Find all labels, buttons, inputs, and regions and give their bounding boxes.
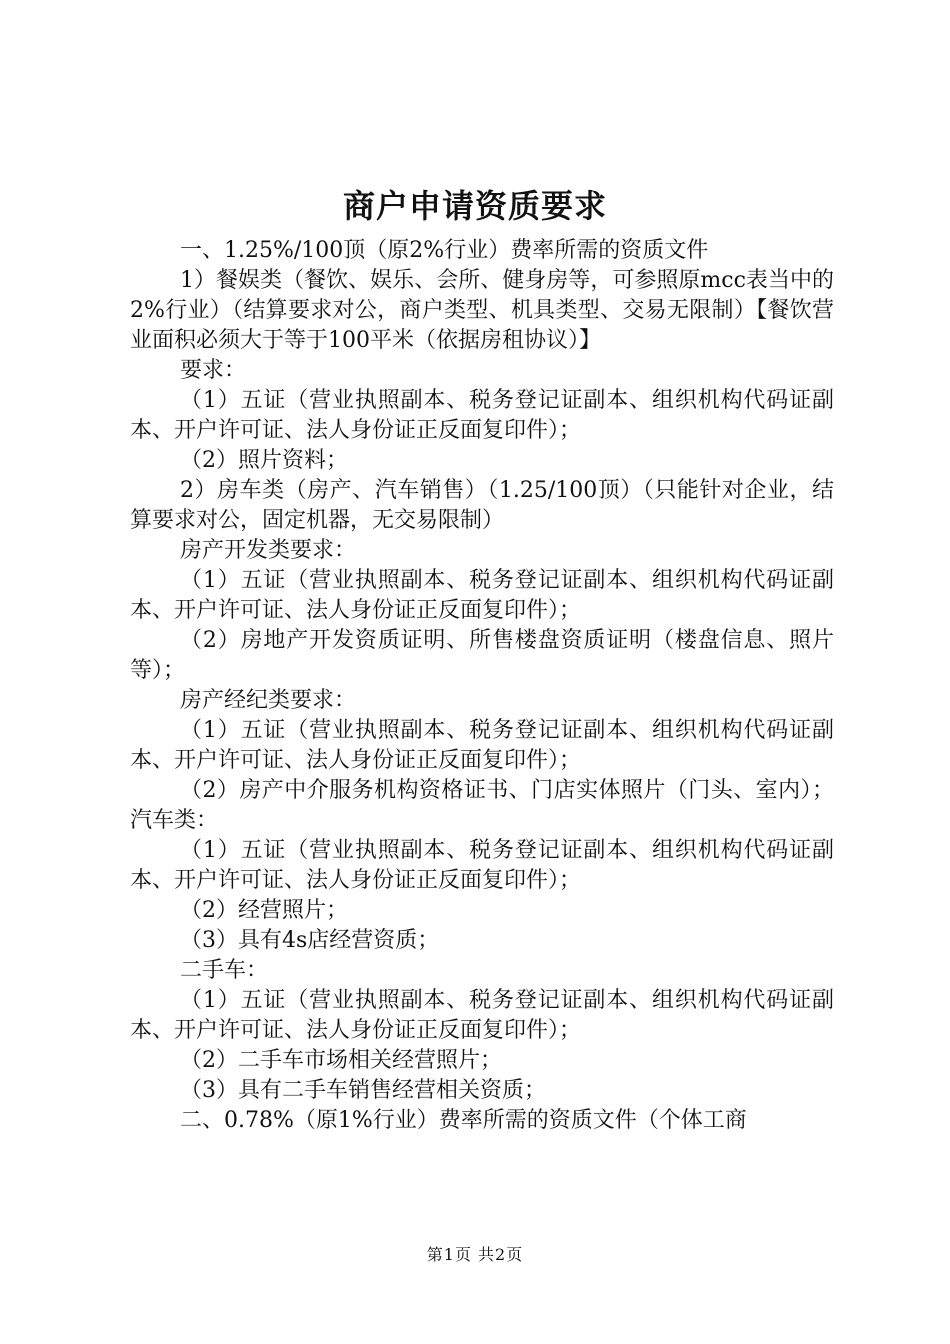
document-body bbox=[130, 236, 834, 1136]
page-number-footer: 第1页 共2页 bbox=[426, 1245, 524, 1264]
paragraph-real-estate-auto: 2）房车类（房产、汽车销售）（1.25/100顶）（只能针对企业，结算要求对公，固定机器，无交易限制） bbox=[130, 478, 834, 533]
requirement-item: （2）照片资料； bbox=[180, 448, 348, 473]
requirement-item: （2）经营照片； bbox=[180, 898, 348, 923]
requirement-item: （1）五证（营业执照副本、税务登记证副本、组织机构代码证副本、开户许可证、法人身份证正反面复印件）； bbox=[130, 838, 834, 893]
requirement-item: （1）五证（营业执照副本、税务登记证副本、组织机构代码证副本、开户许可证、法人身份证正反面复印件）； bbox=[130, 988, 834, 1043]
section-heading-2: 二、0.78%（原1%行业）费率所需的资质文件（个体工商 bbox=[180, 1108, 747, 1133]
requirement-item: （3）具有二手车销售经营相关资质； bbox=[180, 1078, 546, 1103]
section-heading-1: 一、1.25%/100顶（原2%行业）费率所需的资质文件 bbox=[180, 238, 709, 263]
requirements-label: 二手车： bbox=[180, 958, 269, 983]
requirements-label: 房产开发类要求： bbox=[180, 538, 357, 563]
document-title: 商户申请资质要求 bbox=[342, 187, 607, 225]
paragraph-dining-entertainment: 1）餐娱类（餐饮、娱乐、会所、健身房等，可参照原mcc表当中的2%行业）（结算要求对公，商户类型、机具类型、交易无限制）【餐饮营业面积必须大于等于100平米（依据房租协议）】 bbox=[130, 268, 834, 353]
requirement-item: （2）二手车市场相关经营照片； bbox=[180, 1048, 502, 1073]
requirement-item: （2）房产中介服务机构资格证书、门店实体照片（门头、室内）；汽车类： bbox=[130, 778, 834, 833]
requirement-item: （2）房地产开发资质证明、所售楼盘资质证明（楼盘信息、照片等）； bbox=[130, 628, 834, 683]
requirements-label: 房产经纪类要求： bbox=[180, 688, 357, 713]
requirement-item: （1）五证（营业执照副本、税务登记证副本、组织机构代码证副本、开户许可证、法人身份证正反面复印件）； bbox=[130, 388, 834, 443]
requirement-item: （1）五证（营业执照副本、税务登记证副本、组织机构代码证副本、开户许可证、法人身份证正反面复印件）； bbox=[130, 568, 834, 623]
requirement-item: （3）具有4s店经营资质； bbox=[180, 928, 440, 953]
requirements-label: 要求： bbox=[180, 358, 247, 383]
requirement-item: （1）五证（营业执照副本、税务登记证副本、组织机构代码证副本、开户许可证、法人身份证正反面复印件）； bbox=[130, 718, 834, 773]
